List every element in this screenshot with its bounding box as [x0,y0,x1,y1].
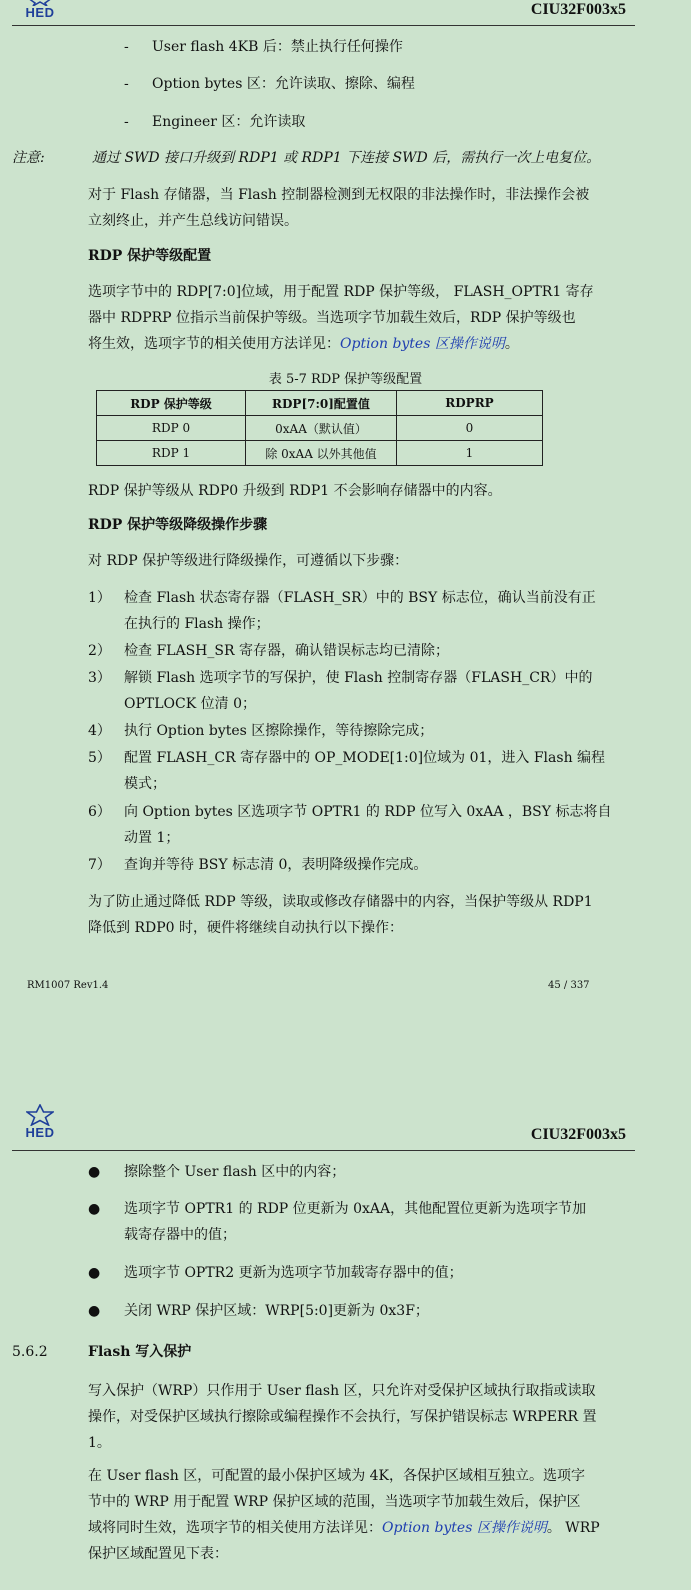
header-model: CIU32F003x5 [530,1126,626,1143]
paragraph: 对 RDP 保护等级进行降级操作，可遵循以下步骤： [88,553,409,569]
dash-item: User flash 4KB 后：禁止执行任何操作 [152,39,403,55]
bullet-marker: ● [88,1164,101,1180]
table-caption: 表 5-7 RDP 保护等级配置 [268,372,423,387]
heading-rdp-downgrade: RDP 保护等级降级操作步骤 [88,517,268,533]
company-logo [20,1104,60,1139]
footer-doc-id: RM1007 Rev1.4 [27,980,109,991]
step-text: 向 Option bytes 区选项字节 OPTR1 的 RDP 位写入 0xAA ，BSY 标志将自 动置 1； [124,804,612,846]
step-text: 检查 Flash 状态寄存器（FLASH_SR）中的 BSY 标志位，确认当前没有正 在执行的 Flash 操作； [124,590,596,632]
bullet-text: 选项字节 OPTR2 更新为选项字节加载寄存器中的值； [124,1265,463,1281]
table-header-cell: RDPRP [397,391,543,416]
bullet-text: 擦除整个 User flash 区中的内容； [124,1164,346,1180]
table-row [97,441,543,466]
table-cell: 0 [397,416,543,441]
table-cell: 1 [397,441,543,466]
paragraph: 写入保护（WRP）只作用于 User flash 区，只允许对受保护区域执行取指或读取 操作，对受保护区域执行擦除或编程操作不会执行，写保护错误标志 WRPERR 置 1。 [88,1383,597,1451]
step-number: 6） [88,804,111,820]
step-text: 查询并等待 BSY 标志清 0，表明降级操作完成。 [124,857,428,873]
dash-marker: - [124,76,129,92]
step-number: 5） [88,750,111,766]
bullet-text: 选项字节 OPTR1 的 RDP 位更新为 0xAA，其他配置位更新为选项字节加 载寄存器中的值； [124,1201,587,1243]
bullet-text: 关闭 WRP 保护区域：WRP[5:0]更新为 0x3F； [124,1303,429,1319]
step-text: 执行 Option bytes 区擦除操作，等待擦除完成； [124,723,434,739]
table-header-cell: RDP 保护等级 [97,391,246,416]
paragraph: RDP 保护等级从 RDP0 升级到 RDP1 不会影响存储器中的内容。 [88,483,502,499]
bullet-marker: ● [88,1303,101,1319]
step-text: 检查 FLASH_SR 寄存器，确认错误标志均已清除； [124,643,449,659]
table-header-cell: RDP[7:0]配置值 [246,391,397,416]
star-logo-icon [26,1104,54,1126]
company-logo [20,0,60,19]
paragraph: 为了防止通过降低 RDP 等级，读取或修改存储器中的内容，当保护等级从 RDP1 降低到 RDP0 时，硬件将继续自动执行以下操作： [88,894,593,936]
logo-text: HED [25,1125,55,1140]
header-model: CIU32F003x5 [530,1,626,18]
step-number: 1） [88,590,111,606]
bullet-marker: ● [88,1201,101,1217]
step-number: 4） [88,723,111,739]
table-cell: 0xAA（默认值） [246,416,397,441]
table-row [97,416,543,441]
table-cell: RDP 1 [97,441,246,466]
dash-item: Option bytes 区：允许读取、擦除、编程 [152,76,415,92]
step-number: 7） [88,857,111,873]
dash-marker: - [124,114,129,130]
bullet-marker: ● [88,1265,101,1281]
header-rule [12,1150,635,1151]
step-text: 解锁 Flash 选项字节的写保护，使 Flash 控制寄存器（FLASH_CR）中的 OPTLOCK 位清 0； [124,670,593,712]
rdp-config-table [96,390,543,466]
header-rule [12,25,635,26]
note-label: 注意: [12,150,45,166]
heading-rdp-config: RDP 保护等级配置 [88,248,212,264]
note-text: 通过 SWD 接口升级到 RDP1 或 RDP1 下连接 SWD 后，需执行一次上电复位。 [92,150,601,166]
paragraph: 对于 Flash 存储器，当 Flash 控制器检测到无权限的非法操作时，非法操作会被 立刻终止，并产生总线访问错误。 [88,187,590,229]
table-cell: RDP 0 [97,416,246,441]
paragraph: 在 User flash 区，可配置的最小保护区域为 4K，各保护区域相互独立。选项字 节中的 WRP 用于配置 WRP 保护区域的范围，当选项字节加载生效后，保护区 域将同时生效，选项字节的相关使用方法详见：Option bytes 区操作说明。 WRP 保护区域配置见下表： [88,1468,600,1562]
section-number: 5.6.2 [12,1344,48,1360]
footer-page-number: 45 / 337 [548,980,590,991]
option-bytes-link[interactable]: Option bytes 区操作说明 [382,1520,547,1536]
step-number: 2） [88,643,111,659]
option-bytes-link[interactable]: Option bytes 区操作说明 [340,336,505,352]
logo-text: HED [25,5,55,20]
table-cell: 除 0xAA 以外其他值 [246,441,397,466]
paragraph: 选项字节中的 RDP[7:0]位域，用于配置 RDP 保护等级， FLASH_OPTR1 寄存 器中 RDPRP 位指示当前保护等级。当选项字节加载生效后，RDP 保护等级也 将生效，选项字节的相关使用方法详见：Option bytes 区操作说明。 [88,284,594,352]
dash-marker: - [124,39,129,55]
table-header-row [97,391,543,416]
step-number: 3） [88,670,111,686]
dash-item: Engineer 区：允许读取 [152,114,306,130]
section-title: Flash 写入保护 [88,1344,192,1360]
step-text: 配置 FLASH_CR 寄存器中的 OP_MODE[1:0]位域为 01，进入 Flash 编程 模式； [124,750,606,792]
